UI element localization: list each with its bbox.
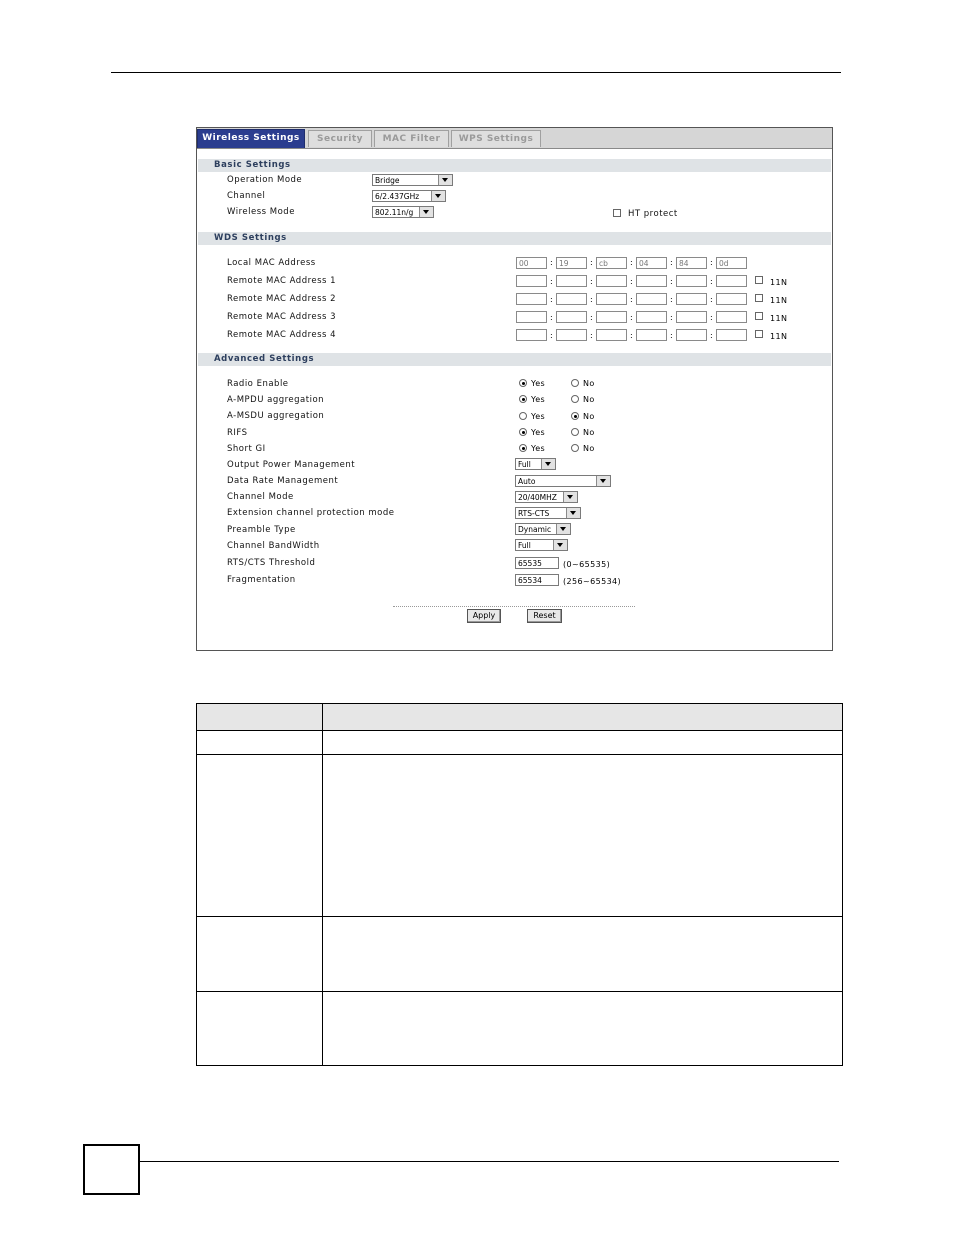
mac-separator: : bbox=[630, 277, 633, 286]
remote-mac-label-4: Remote MAC Address 4 bbox=[227, 330, 337, 340]
remote-mac-3-octet-3[interactable] bbox=[596, 311, 627, 323]
footer-rule bbox=[140, 1161, 839, 1162]
operation-mode-label: Operation Mode bbox=[227, 175, 303, 185]
remote-mac-1-octet-3[interactable] bbox=[596, 275, 627, 287]
tab-bar bbox=[197, 128, 832, 149]
remote-mac-3-octet-5[interactable] bbox=[676, 311, 707, 323]
reset-button[interactable]: Reset bbox=[527, 609, 562, 623]
local-mac-octet-5: 84 bbox=[676, 257, 707, 269]
channel-select[interactable] bbox=[372, 190, 446, 202]
channel-value: 6/2.437GHz bbox=[375, 192, 420, 201]
mac-separator: : bbox=[710, 295, 713, 304]
remote-mac-1-octet-6[interactable] bbox=[716, 275, 747, 287]
rifs-label: RIFS bbox=[227, 428, 248, 438]
remote-mac-label-1: Remote MAC Address 1 bbox=[227, 276, 337, 286]
radio-enable-yes-label: Yes bbox=[531, 379, 546, 388]
bandwidth-label: Channel BandWidth bbox=[227, 541, 320, 551]
chevron-down-icon bbox=[438, 175, 452, 185]
ampdu-yes-radio[interactable] bbox=[519, 395, 527, 403]
mac-separator: : bbox=[710, 313, 713, 322]
ext-protection-label: Extension channel protection mode bbox=[227, 508, 395, 518]
remote-mac-3-11n-checkbox[interactable] bbox=[755, 312, 763, 320]
channel-label: Channel bbox=[227, 191, 266, 201]
output-power-value: Full bbox=[518, 460, 531, 469]
mac-separator: : bbox=[550, 258, 553, 267]
tab-security[interactable]: Security bbox=[308, 130, 372, 147]
remote-mac-2-octet-5[interactable] bbox=[676, 293, 707, 305]
preamble-label: Preamble Type bbox=[227, 525, 296, 535]
mac-separator: : bbox=[550, 277, 553, 286]
amsdu-no-radio[interactable] bbox=[571, 412, 579, 420]
radio-enable-label: Radio Enable bbox=[227, 379, 289, 389]
operation-mode-select[interactable] bbox=[372, 174, 453, 186]
apply-button[interactable]: Apply bbox=[467, 609, 501, 623]
ht-protect-checkbox[interactable] bbox=[613, 209, 621, 217]
preamble-select[interactable] bbox=[515, 523, 571, 535]
data-rate-label: Data Rate Management bbox=[227, 476, 339, 486]
mac-separator: : bbox=[710, 277, 713, 286]
short-gi-yes-radio[interactable] bbox=[519, 444, 527, 452]
basic-settings-heading: Basic Settings bbox=[198, 159, 831, 172]
short-gi-yes-label: Yes bbox=[531, 444, 546, 453]
ampdu-no-label: No bbox=[583, 395, 595, 404]
rts-input[interactable]: 65535 bbox=[515, 557, 559, 569]
ht-protect-label: HT protect bbox=[628, 209, 678, 219]
table-row bbox=[197, 731, 842, 755]
mac-separator: : bbox=[590, 258, 593, 267]
mac-separator: : bbox=[670, 277, 673, 286]
chevron-down-icon bbox=[556, 524, 570, 534]
wireless-mode-label: Wireless Mode bbox=[227, 207, 295, 217]
remote-mac-3-octet-1[interactable] bbox=[516, 311, 547, 323]
amsdu-label: A-MSDU aggregation bbox=[227, 411, 325, 421]
remote-mac-1-octet-1[interactable] bbox=[516, 275, 547, 287]
remote-mac-1-octet-5[interactable] bbox=[676, 275, 707, 287]
output-power-select[interactable] bbox=[515, 458, 556, 470]
mac-separator: : bbox=[590, 295, 593, 304]
amsdu-yes-label: Yes bbox=[531, 412, 546, 421]
rifs-no-label: No bbox=[583, 428, 595, 437]
wds-settings-heading: WDS Settings bbox=[198, 232, 831, 245]
remote-mac-2-octet-3[interactable] bbox=[596, 293, 627, 305]
ext-protection-select[interactable] bbox=[515, 507, 581, 519]
mac-separator: : bbox=[590, 331, 593, 340]
remote-mac-4-11n-checkbox[interactable] bbox=[755, 330, 763, 338]
remote-mac-label-2: Remote MAC Address 2 bbox=[227, 294, 337, 304]
mac-separator: : bbox=[550, 295, 553, 304]
local-mac-octet-4: 04 bbox=[636, 257, 667, 269]
header-rule bbox=[111, 72, 841, 73]
channel-mode-select[interactable] bbox=[515, 491, 578, 503]
ampdu-no-radio[interactable] bbox=[571, 395, 579, 403]
bandwidth-value: Full bbox=[518, 541, 531, 550]
frag-input[interactable]: 65534 bbox=[515, 574, 559, 586]
chevron-down-icon bbox=[431, 191, 445, 201]
mac-separator: : bbox=[710, 331, 713, 340]
remote-mac-label-3: Remote MAC Address 3 bbox=[227, 312, 337, 322]
radio-enable-yes-radio[interactable] bbox=[519, 379, 527, 387]
data-rate-value: Auto bbox=[518, 477, 536, 486]
remote-mac-4-11n-label: 11N bbox=[770, 332, 788, 341]
mac-separator: : bbox=[670, 258, 673, 267]
chevron-down-icon bbox=[566, 508, 580, 518]
frag-label: Fragmentation bbox=[227, 575, 296, 585]
remote-mac-2-11n-checkbox[interactable] bbox=[755, 294, 763, 302]
channel-mode-value: 20/40MHZ bbox=[518, 493, 557, 502]
radio-enable-no-label: No bbox=[583, 379, 595, 388]
chevron-down-icon bbox=[596, 476, 610, 486]
remote-mac-1-octet-4[interactable] bbox=[636, 275, 667, 287]
remote-mac-4-octet-5[interactable] bbox=[676, 329, 707, 341]
remote-mac-3-octet-2[interactable] bbox=[556, 311, 587, 323]
output-power-label: Output Power Management bbox=[227, 460, 356, 470]
mac-separator: : bbox=[710, 258, 713, 267]
tab-wps-settings[interactable]: WPS Settings bbox=[451, 130, 541, 147]
remote-mac-1-octet-2[interactable] bbox=[556, 275, 587, 287]
advanced-settings-heading: Advanced Settings bbox=[198, 353, 831, 366]
mac-separator: : bbox=[590, 313, 593, 322]
mac-separator: : bbox=[630, 295, 633, 304]
remote-mac-4-octet-4[interactable] bbox=[636, 329, 667, 341]
page-number-box bbox=[83, 1144, 140, 1195]
remote-mac-2-octet-2[interactable] bbox=[556, 293, 587, 305]
local-mac-octet-3: cb bbox=[596, 257, 627, 269]
field-description-table bbox=[196, 703, 843, 1066]
bandwidth-select[interactable] bbox=[515, 539, 568, 551]
short-gi-no-radio[interactable] bbox=[571, 444, 579, 452]
rifs-yes-label: Yes bbox=[531, 428, 546, 437]
mac-separator: : bbox=[670, 313, 673, 322]
remote-mac-4-octet-6[interactable] bbox=[716, 329, 747, 341]
local-mac-octet-2: 19 bbox=[556, 257, 587, 269]
remote-mac-3-11n-label: 11N bbox=[770, 314, 788, 323]
remote-mac-1-11n-checkbox[interactable] bbox=[755, 276, 763, 284]
mac-separator: : bbox=[670, 331, 673, 340]
remote-mac-2-octet-1[interactable] bbox=[516, 293, 547, 305]
remote-mac-2-octet-4[interactable] bbox=[636, 293, 667, 305]
chevron-down-icon bbox=[419, 207, 433, 217]
rifs-yes-radio[interactable] bbox=[519, 428, 527, 436]
ampdu-label: A-MPDU aggregation bbox=[227, 395, 325, 405]
local-mac-octet-1: 00 bbox=[516, 257, 547, 269]
table-header-row bbox=[197, 704, 842, 731]
ampdu-yes-label: Yes bbox=[531, 395, 546, 404]
remote-mac-4-octet-1[interactable] bbox=[516, 329, 547, 341]
radio-enable-no-radio[interactable] bbox=[571, 379, 579, 387]
table-row bbox=[197, 917, 842, 992]
rifs-no-radio[interactable] bbox=[571, 428, 579, 436]
mac-separator: : bbox=[630, 331, 633, 340]
table-row bbox=[197, 992, 842, 1065]
remote-mac-3-octet-6[interactable] bbox=[716, 311, 747, 323]
operation-mode-value: Bridge bbox=[375, 176, 400, 185]
local-mac-octet-6: 0d bbox=[716, 257, 747, 269]
mac-separator: : bbox=[630, 258, 633, 267]
amsdu-no-label: No bbox=[583, 412, 595, 421]
mac-separator: : bbox=[670, 295, 673, 304]
tab-wireless-settings[interactable]: Wireless Settings bbox=[197, 129, 305, 148]
wireless-mode-select[interactable] bbox=[372, 206, 434, 218]
amsdu-yes-radio[interactable] bbox=[519, 412, 527, 420]
channel-mode-label: Channel Mode bbox=[227, 492, 294, 502]
data-rate-select[interactable] bbox=[515, 475, 611, 487]
remote-mac-1-11n-label: 11N bbox=[770, 278, 788, 287]
chevron-down-icon bbox=[563, 492, 577, 502]
table-column-divider bbox=[322, 704, 323, 1065]
remote-mac-2-11n-label: 11N bbox=[770, 296, 788, 305]
rts-range: (0~65535) bbox=[563, 560, 611, 569]
frag-range: (256~65534) bbox=[563, 577, 622, 586]
wireless-mode-value: 802.11n/g bbox=[375, 208, 414, 217]
local-mac-label: Local MAC Address bbox=[227, 258, 316, 268]
mac-separator: : bbox=[550, 313, 553, 322]
remote-mac-2-octet-6[interactable] bbox=[716, 293, 747, 305]
preamble-value: Dynamic bbox=[518, 525, 552, 534]
table-row bbox=[197, 755, 842, 917]
short-gi-label: Short GI bbox=[227, 444, 266, 454]
remote-mac-4-octet-2[interactable] bbox=[556, 329, 587, 341]
mac-separator: : bbox=[590, 277, 593, 286]
remote-mac-3-octet-4[interactable] bbox=[636, 311, 667, 323]
mac-separator: : bbox=[550, 331, 553, 340]
ext-protection-value: RTS-CTS bbox=[518, 509, 550, 518]
chevron-down-icon bbox=[541, 459, 555, 469]
mac-separator: : bbox=[630, 313, 633, 322]
remote-mac-4-octet-3[interactable] bbox=[596, 329, 627, 341]
tab-mac-filter[interactable]: MAC Filter bbox=[374, 130, 449, 147]
wireless-settings-screen bbox=[196, 127, 833, 651]
button-divider bbox=[393, 606, 635, 607]
short-gi-no-label: No bbox=[583, 444, 595, 453]
rts-label: RTS/CTS Threshold bbox=[227, 558, 316, 568]
chevron-down-icon bbox=[553, 540, 567, 550]
